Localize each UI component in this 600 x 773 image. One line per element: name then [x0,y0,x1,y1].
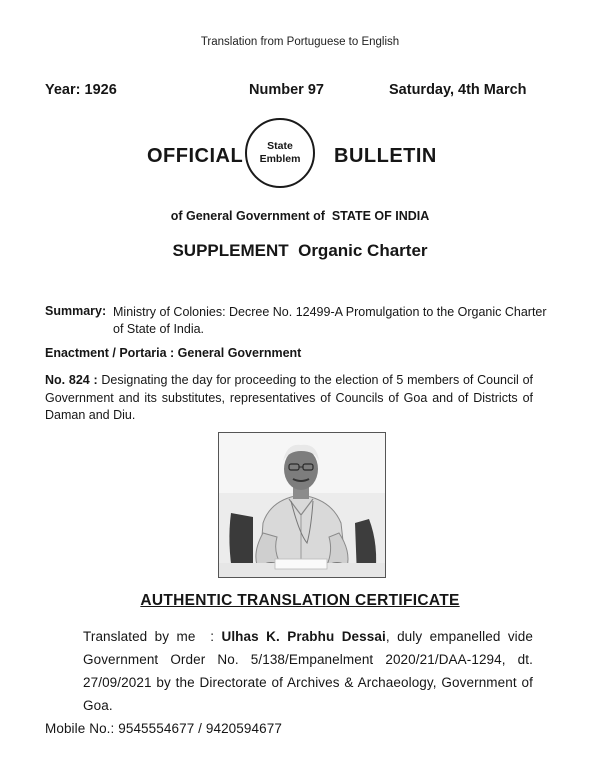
translation-note: Translation from Portuguese to English [200,36,400,48]
bulletin-number: Number 97 [249,82,324,98]
mobile-number: Mobile No.: 9545554677 / 9420594677 [45,721,282,736]
certificate-title: AUTHENTIC TRANSLATION CERTIFICATE [140,592,460,609]
state-emblem-placeholder [245,118,315,188]
summary-text: Ministry of Colonies: Decree No. 12499-A Promulgation to the Organic Charter of State of India. [113,305,547,336]
subtitle: of General Government of STATE OF INDIA [170,209,430,223]
translator-name: Ulhas K. Prabhu Dessai [221,629,386,644]
title-bulletin: BULLETIN [334,145,437,167]
bulletin-year: Year: 1926 [45,82,117,98]
summary-label: Summary: [45,304,107,318]
certificate-prefix: Translated by me : [83,629,215,644]
certificate-body [45,625,533,740]
bulletin-date: Saturday, 4th March [389,82,527,98]
enactment-line: Enactment / Portaria : General Government [45,346,302,360]
notice-number: No. 824 : [45,373,98,387]
notice-paragraph [45,372,533,425]
notice-text: Designating the day for proceeding to the election of 5 members of Council of Government and its substitutes, representatives of Councils of Goa and of Districts of Daman and Diu. [45,373,533,422]
title-official: OFFICIAL [147,145,244,167]
emblem-line-2: Emblem [259,153,301,165]
emblem-line-1: State [267,140,293,152]
person-photo-icon [219,433,385,577]
supplement-heading: SUPPLEMENT Organic Charter [172,241,428,260]
certificate-body-text: , duly empanelled vide Government Order No. 5/138/Empanelment 2020/21/DAA-1294, dt. 27/09/2021 by the Directorate of Archives & Archaeology, Government of Goa. [83,629,533,713]
translator-photo [218,432,386,578]
